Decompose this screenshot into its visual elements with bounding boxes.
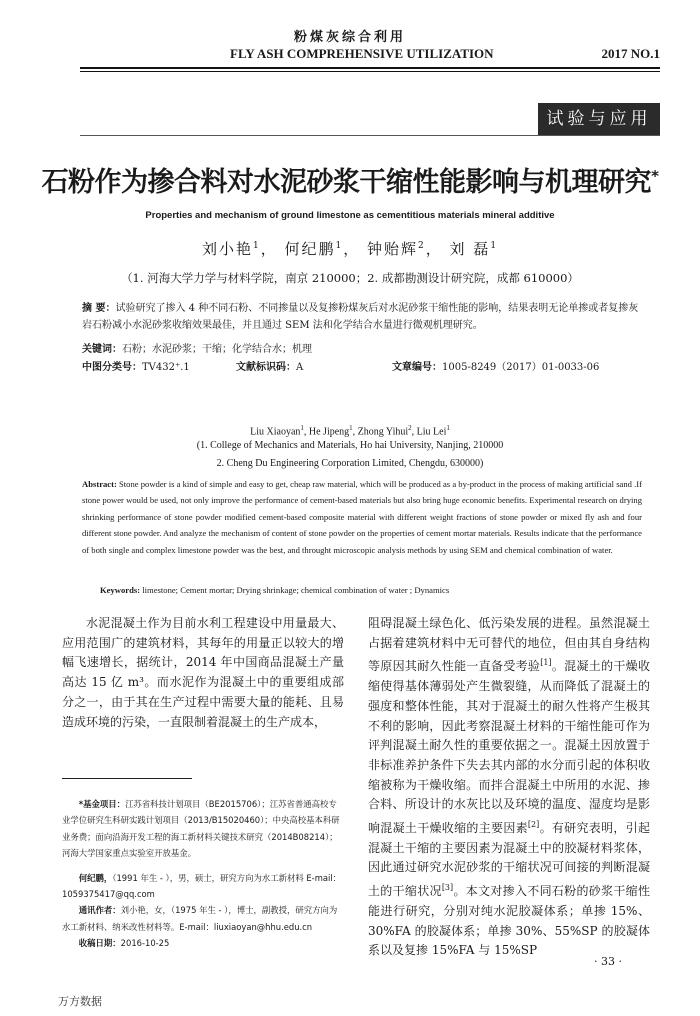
- citation: [3]: [441, 883, 454, 893]
- affiliation-en: 2. Cheng Du Engineering Corporation Limited, Chengdu, 630000): [216, 458, 484, 469]
- footnote-corresponding: [62, 902, 344, 935]
- abstract-en: [82, 476, 642, 558]
- received-text: 2016-10-25: [120, 938, 170, 949]
- clc-label: 中图分类号：: [82, 362, 142, 373]
- body-paragraph: [368, 614, 650, 961]
- author-en: He Jipeng: [308, 426, 350, 438]
- issue-number: 2017 NO.1: [601, 46, 660, 61]
- author-en-sup: 1: [300, 424, 304, 432]
- citation: [2]: [527, 820, 540, 830]
- author-en-sup: 1: [349, 424, 353, 432]
- fund-text: 江苏省科技计划项目（BE2015706）；江苏省普通高校专业学位研究生科研实践计划项目（2013/B15020460）；中央高校基本科研业务费；面向沿海开发工程的海工新材料关键技术研究（2014B08214）；河海大学国家重点实验室开放基金。: [62, 799, 340, 859]
- author-cn: 刘 磊: [449, 240, 491, 258]
- section-rule: [80, 135, 660, 136]
- keywords-en-label: Keywords:: [100, 585, 141, 595]
- keywords-cn: [82, 340, 642, 355]
- author-en: Liu Xiaoyan: [250, 426, 301, 438]
- doc-label: 文献标识码：: [236, 362, 296, 373]
- authors-cn: 刘小艳$^1$， 何纪鹏$^1$， 钟贻辉$^2$， 刘 磊$^1$: [201, 240, 499, 258]
- corr-text: 刘小艳，女，（1975 年生 - ），博士，副教授，研究方向为水工新材料、纳米改性材料等。E-mail：liuxiaoyan@hhu.edu.cn: [62, 905, 338, 932]
- keywords-en: [100, 585, 660, 595]
- body-column-left: [62, 614, 344, 732]
- watermark: 万方数据: [58, 995, 102, 1008]
- classification-line: [82, 358, 642, 374]
- body-text: 。混凝土的干燥收缩使得基体薄弱处产生微裂缝，从而降低了混凝土的强度和整体性能，其对于混凝土的耐久性将产生极其不利的影响，因此考察混凝土材料的干缩性能可作为评判混凝土耐久性的重要依据之一。混凝土因放置于非标准养护条件下失去其内部的水分而引起的体积收缩被称为干燥收缩。而拌合混凝土中所用的水泥、掺合料、所设计的水灰比以及环境的温度、湿度均是影响混凝土干燥收缩的主要因素: [368, 659, 650, 836]
- body-text: 。有研究表明，引起混凝土干缩的主要因素为混凝土中的胶凝材料浆体，因此通过研究水泥砂浆的干缩状况可间接的判断混凝土的干缩状况: [368, 821, 650, 899]
- body-paragraph: 水泥混凝土作为目前水利工程建设中用量最大、应用范围广的建筑材料，其每年的用量正以较大的增幅飞速增长，据统计，2014 年中国商品混凝土产量高达 15 亿 m³。而水泥作为混凝土中的重要组成部分之一，由于其在生产过程中需要大量的能耗、且易造成环境的污染，一直限制着混凝土的生产成本，: [62, 616, 344, 729]
- author-cn-sup: 1: [490, 241, 499, 251]
- section-badge: 试验与应用: [538, 103, 660, 135]
- abstract-en-text: Stone powder is a kind of simple and easy to get, cheap raw material, which will be produced as a by-product in the process of making artificial sand .If stone power would be used, not only improve the performance of cement-based materials but also bring huge economic benefits. Experimental research on drying shrinking performance of stone powder modified cement-based composite material with different weight fractions of stone powder or mixed fly ash and four different stone powder. And analyze the mechanism of content of stone powder on the properties of cement mortar materials. Results indicate that the performance of both single and complex limestone powder was the best, and throught microscopic analysis methods by using SEM and chemical combination of water.: [82, 479, 642, 555]
- paper-title-cn: [0, 160, 700, 199]
- abstract-cn-label: 摘 要：: [82, 303, 116, 314]
- citation: [1]: [540, 658, 552, 668]
- page-number: · 33 ·: [594, 955, 622, 968]
- clc-number: [82, 358, 190, 373]
- journal-name-cn: 粉煤灰综合利用: [293, 30, 406, 45]
- body-text: 阻碍混凝土绿色化、低污染发展的进程。虽然混凝土占据着建筑材料中无可替代的地位，但由其自身结构等原因其耐久性能一直备受考验: [368, 616, 650, 674]
- footnote-rule: [62, 778, 192, 779]
- body-text: 。本文对掺入不同石粉的砂浆干缩性能进行研究，分别对纯水泥胶凝体系；单掺 15%、30%FA 的胶凝体系；单掺 30%、55%SP 的胶凝体系以及复掺 15%FA 与 15%SP: [368, 884, 650, 958]
- abstract-cn: [82, 300, 642, 334]
- keywords-cn-text: 石粉；水泥砂浆；干缩；化学结合水；机理: [122, 344, 312, 355]
- clc-value: TV432⁺.1: [142, 362, 190, 373]
- author-cn-sup: 1: [335, 241, 344, 251]
- authors-en: Liu Xiaoyan$^1$, He Jipeng$^1$, Zhong Yihui$^2$, Liu Lei$^1$: [250, 424, 450, 438]
- doc-value: A: [296, 362, 304, 373]
- author-en: Liu Lei: [416, 426, 447, 438]
- corr-label: 通讯作者：: [78, 905, 121, 916]
- footnote-received: [62, 935, 344, 951]
- received-label: 收稿日期：: [78, 938, 121, 949]
- journal-name-en: FLY ASH COMPREHENSIVE UTILIZATION: [230, 46, 494, 61]
- author-en: Zhong Yihui: [357, 426, 409, 438]
- keywords-cn-label: 关键词：: [82, 344, 122, 355]
- footnote-fund: [62, 796, 344, 862]
- fund-label: *基金项目：: [78, 799, 126, 809]
- keywords-en-text: limestone; Cement mortar; Drying shrinkage; chemical combination of water ; Dynamics: [142, 585, 450, 595]
- abstract-cn-text: 试验研究了掺入 4 种不同石粉、不同掺量以及复掺粉煤灰后对水泥砂浆干缩性能的影响，结果表明无论单掺或者复掺灰岩石粉减小水泥砂浆收缩效果最佳，并且通过 SEM 法和化学结合水量进行微观机理研究。: [82, 303, 639, 331]
- author1-text: （1991 年生 - ），男，硕士，研究方向为水工新材料 E-mail：1059375417@qq.com: [62, 872, 342, 900]
- affiliations-cn: （1. 河海大学力学与材料学院，南京 210000；2. 成都勘测设计研究院，成都 610000）: [121, 271, 579, 285]
- author-cn: 钟贻辉: [367, 240, 419, 258]
- affiliation-en: (1. College of Mechanics and Materials, Ho hai University, Nanjing, 210000: [196, 440, 504, 451]
- author-cn-sup: 2: [418, 241, 426, 251]
- footnote-author: [62, 870, 344, 903]
- author-cn: 刘小艳: [201, 240, 253, 258]
- title-footnote-star: *: [651, 167, 659, 185]
- author1-label: 何纪鹏，: [78, 872, 113, 883]
- title-cn-text: 石粉作为掺合料对水泥砂浆干缩性能影响与机理研究: [41, 167, 652, 198]
- doc-code: [236, 358, 303, 373]
- author-cn: 何纪鹏: [284, 240, 336, 258]
- author-en-sup: 2: [408, 424, 412, 432]
- article-number: [392, 358, 599, 373]
- journal-header-row: [80, 46, 660, 66]
- header-rule-thick: [80, 67, 660, 69]
- body-column-right: [368, 614, 650, 961]
- author-cn-sup: 1: [252, 241, 261, 251]
- abstract-en-label: Abstract:: [82, 479, 117, 489]
- author-en-sup: 1: [446, 424, 450, 432]
- article-label: 文章编号：: [392, 362, 442, 373]
- footnotes: [62, 796, 344, 952]
- header-rule-thin: [80, 71, 660, 72]
- article-value: 1005-8249（2017）01-0033-06: [442, 362, 600, 373]
- paper-title-en: Properties and mechanism of ground limestone as cementitious materials mineral additive: [145, 210, 555, 221]
